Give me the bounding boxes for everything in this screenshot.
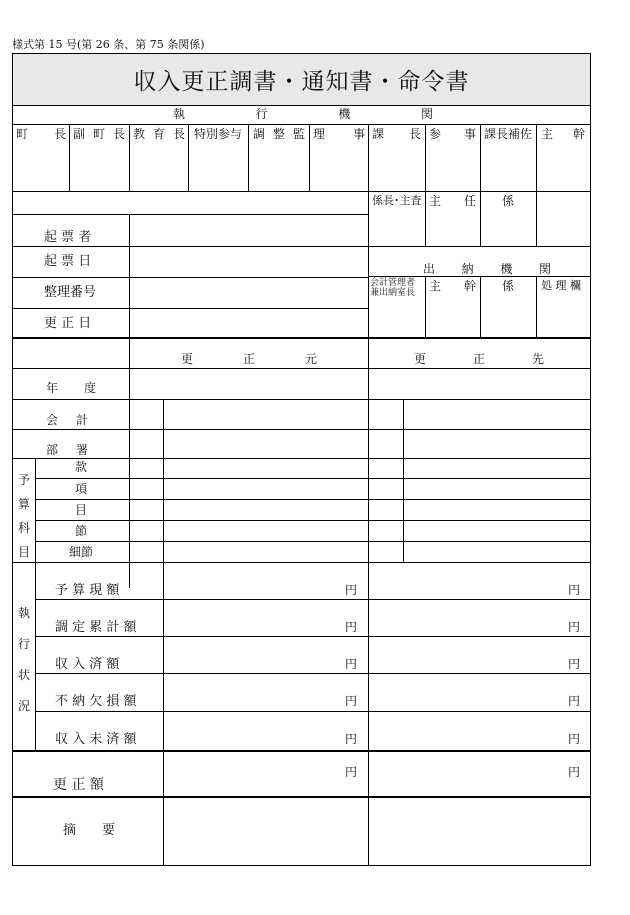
label-budget-moku: 目 bbox=[75, 503, 88, 517]
treasury-role-manager: 主 幹 bbox=[429, 279, 476, 293]
yen-unit: 円 bbox=[345, 620, 358, 634]
label-account: 会 計 bbox=[46, 413, 88, 427]
form-number: 様式第 15 号(第 26 条、第 75 条関係) bbox=[12, 38, 205, 51]
yen-unit: 円 bbox=[568, 694, 581, 708]
yen-unit: 円 bbox=[345, 694, 358, 708]
label-cumulative-assessed: 調 定 累 計 額 bbox=[55, 620, 137, 635]
form-title: 収入更正調書・通知書・命令書 bbox=[13, 54, 590, 106]
label-revenue-received: 収 入 済 額 bbox=[55, 657, 120, 672]
label-current-budget: 予 算 現 額 bbox=[55, 583, 120, 598]
yen-unit: 円 bbox=[568, 583, 581, 597]
role-director: 理 事 bbox=[313, 127, 365, 141]
treasury-processing-column: 処 理 欄 bbox=[541, 279, 581, 292]
label-reference-number: 整理番号 bbox=[44, 285, 97, 300]
label-budget-kou: 項 bbox=[75, 482, 88, 496]
role-assistant-chief: 課長補佐 bbox=[484, 127, 533, 141]
label-summary: 摘 要 bbox=[63, 823, 116, 838]
treasury-header: 出 納 機 関 bbox=[423, 262, 551, 276]
role-lead: 主 任 bbox=[429, 194, 476, 208]
role-staff: 係 bbox=[502, 194, 515, 208]
label-budget-saisetsu: 細節 bbox=[69, 545, 94, 559]
label-draft-date: 起 票 日 bbox=[44, 254, 92, 269]
label-budget-setsu: 節 bbox=[75, 524, 88, 538]
role-subsection-chief: 係長･主査 bbox=[372, 194, 422, 207]
yen-unit: 円 bbox=[345, 583, 358, 597]
role-councilor: 参 事 bbox=[429, 127, 476, 141]
header-correction-original: 更 正 元 bbox=[181, 352, 317, 366]
role-special-advisor: 特別参与 bbox=[194, 127, 243, 141]
role-accounting-manager: 会計管理者 兼出納室長 bbox=[370, 278, 416, 299]
yen-unit: 円 bbox=[568, 732, 581, 746]
label-budget-category: 予 算 科 目 bbox=[17, 473, 30, 559]
yen-unit: 円 bbox=[568, 765, 581, 779]
role-deputy-mayor: 副 町 長 bbox=[73, 127, 125, 141]
yen-unit: 円 bbox=[345, 765, 358, 779]
treasury-role-staff: 係 bbox=[502, 279, 515, 293]
yen-unit: 円 bbox=[345, 732, 358, 746]
label-drafter: 起 票 者 bbox=[44, 230, 92, 245]
role-manager: 主 幹 bbox=[541, 127, 585, 141]
yen-unit: 円 bbox=[345, 657, 358, 671]
label-deficit-loss: 不 納 欠 損 額 bbox=[55, 694, 137, 709]
label-fiscal-year: 年 度 bbox=[46, 381, 96, 395]
label-correction-amount: 更 正 額 bbox=[53, 777, 104, 793]
label-correction-date: 更 正 日 bbox=[44, 316, 92, 331]
role-coordinator: 調 整 監 bbox=[253, 127, 305, 141]
yen-unit: 円 bbox=[568, 620, 581, 634]
role-town-mayor: 町 長 bbox=[16, 127, 66, 141]
executive-header: 執 行 機 関 bbox=[173, 107, 433, 121]
label-budget-kan: 款 bbox=[75, 460, 88, 474]
form-frame bbox=[12, 53, 591, 866]
yen-unit: 円 bbox=[568, 657, 581, 671]
header-correction-target: 更 正 先 bbox=[414, 352, 544, 366]
role-section-chief: 課 長 bbox=[372, 127, 421, 141]
label-revenue-unreceived: 収 入 未 済 額 bbox=[55, 732, 137, 747]
label-execution-status: 執 行 状 況 bbox=[17, 606, 30, 713]
role-superintendent: 教 育 長 bbox=[133, 127, 185, 141]
label-department: 部 署 bbox=[46, 443, 88, 457]
